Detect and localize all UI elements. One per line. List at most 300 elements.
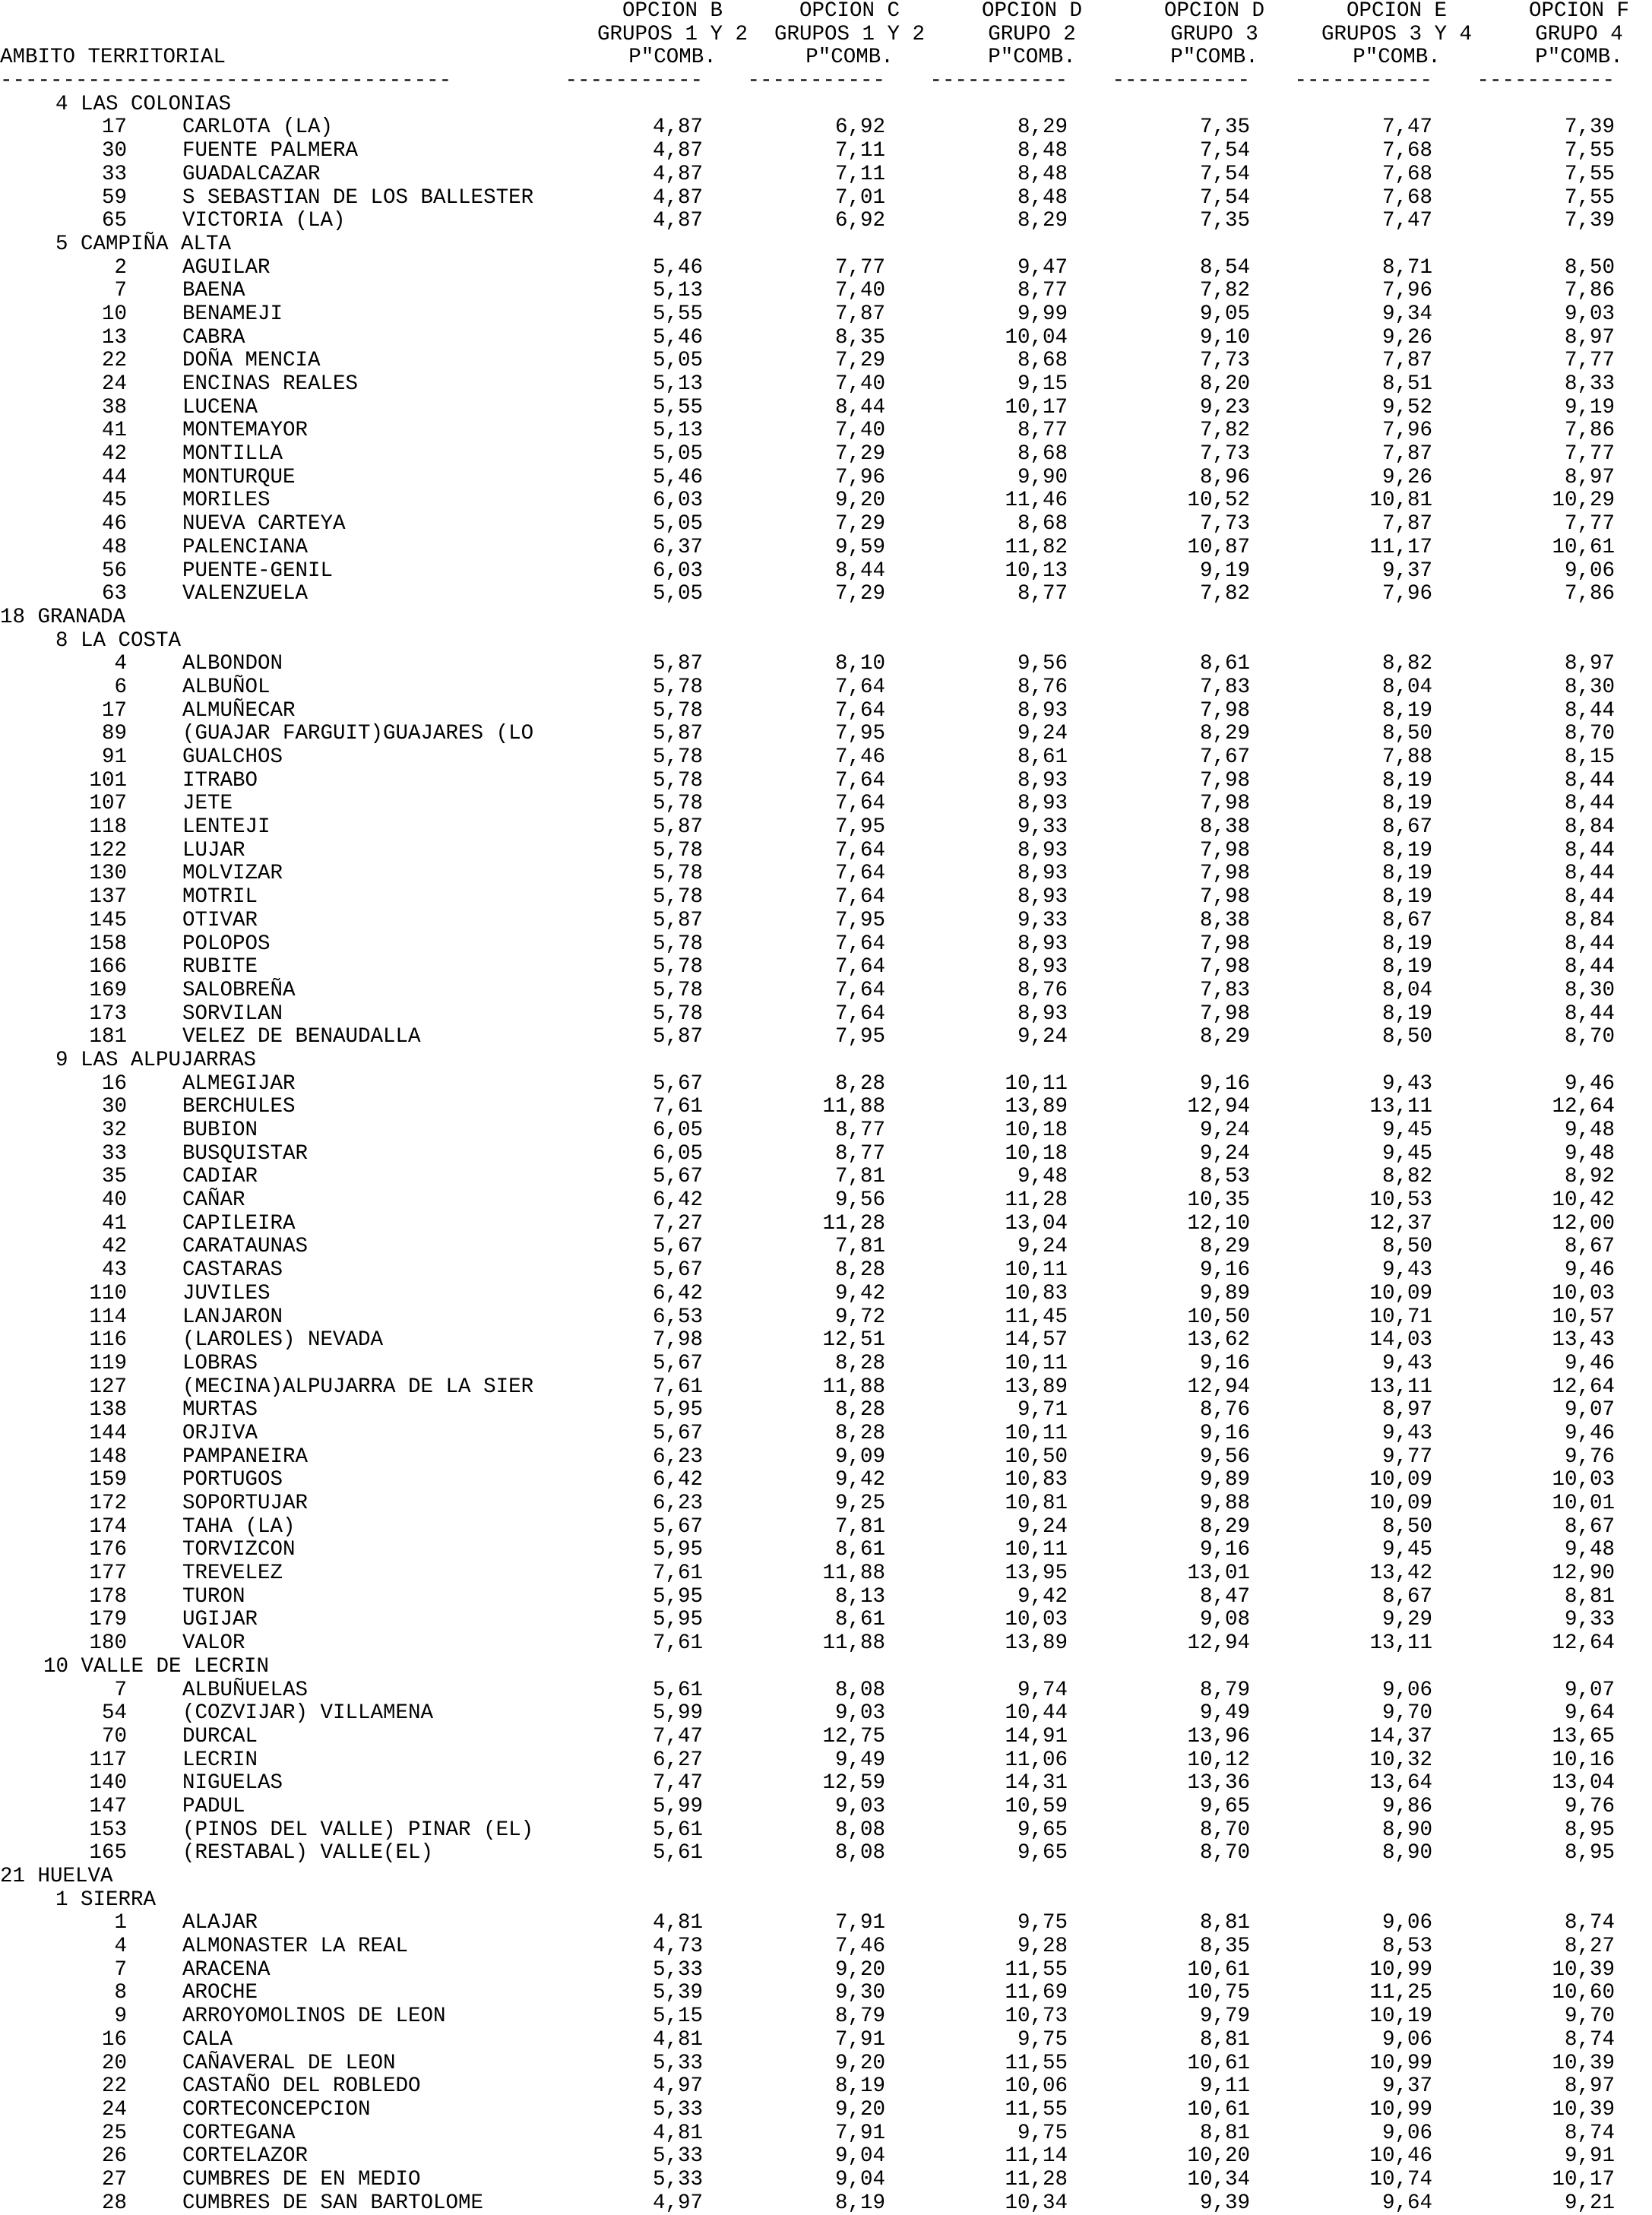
value-cell: 8,29 (1017, 115, 1068, 140)
value-cell: 5,99 (652, 1701, 703, 1726)
municipality-code: 148 (89, 1444, 127, 1469)
value-cell: 8,29 (1199, 722, 1250, 746)
municipality-code: 7 (114, 1957, 127, 1982)
value-cell: 10,81 (1369, 489, 1432, 513)
value-cell: 10,39 (1552, 2051, 1615, 2075)
value-cell: 7,77 (1564, 349, 1615, 373)
value-cell: 9,74 (1017, 1678, 1068, 1702)
value-cell: 4,87 (652, 115, 703, 140)
column-heading: P"COMB. (1353, 46, 1441, 70)
value-cell: 8,81 (1564, 1584, 1615, 1609)
value-cell: 8,76 (1017, 978, 1068, 1002)
municipality-code: 177 (89, 1562, 127, 1586)
ambito-rule: ------------------------------------ (0, 69, 452, 93)
value-cell: 5,67 (652, 1165, 703, 1189)
value-cell: 5,13 (652, 279, 703, 303)
value-cell: 10,71 (1369, 1305, 1432, 1329)
municipality-name: CABRA (182, 325, 245, 350)
value-cell: 8,29 (1017, 209, 1068, 233)
value-cell: 8,04 (1381, 675, 1432, 699)
municipality-code: 40 (101, 1188, 127, 1213)
value-cell: 10,11 (1005, 1538, 1068, 1562)
municipality-name: MORILES (182, 489, 271, 513)
value-cell: 7,98 (1199, 955, 1250, 979)
value-cell: 10,83 (1005, 1468, 1068, 1492)
district-name: 1 SIERRA (55, 1887, 157, 1912)
value-cell: 4,81 (652, 2121, 703, 2145)
municipality-code: 147 (89, 1794, 127, 1818)
value-cell: 10,83 (1005, 1281, 1068, 1305)
value-cell: 9,43 (1381, 1071, 1432, 1096)
municipality-name: ORJIVA (182, 1421, 258, 1445)
value-cell: 13,64 (1369, 1771, 1432, 1796)
value-cell: 9,91 (1564, 2144, 1615, 2169)
municipality-code: 63 (101, 582, 127, 606)
value-cell: 9,42 (834, 1281, 885, 1305)
municipality-code: 48 (101, 535, 127, 559)
value-cell: 9,46 (1564, 1421, 1615, 1445)
municipality-code: 138 (89, 1398, 127, 1422)
value-cell: 10,16 (1552, 1748, 1615, 1772)
value-cell: 7,82 (1199, 582, 1250, 606)
value-cell: 7,39 (1564, 209, 1615, 233)
municipality-code: 65 (101, 209, 127, 233)
municipality-name: CAPILEIRA (182, 1211, 296, 1236)
value-cell: 5,05 (652, 582, 703, 606)
value-cell: 5,67 (652, 1235, 703, 1259)
column-heading: OPCION E (1346, 0, 1448, 23)
value-cell: 7,46 (834, 745, 885, 769)
value-cell: 8,95 (1564, 1818, 1615, 1842)
value-cell: 10,50 (1005, 1444, 1068, 1469)
value-cell: 8,19 (1381, 838, 1432, 862)
value-cell: 8,96 (1199, 465, 1250, 489)
value-cell: 10,73 (1005, 2005, 1068, 2029)
value-cell: 8,93 (1017, 792, 1068, 816)
value-cell: 8,44 (1564, 698, 1615, 723)
municipality-name: ARACENA (182, 1957, 271, 1982)
column-heading: OPCION F (1528, 0, 1630, 23)
value-cell: 9,43 (1381, 1351, 1432, 1375)
value-cell: 5,87 (652, 815, 703, 840)
value-cell: 5,05 (652, 349, 703, 373)
value-cell: 9,46 (1564, 1351, 1615, 1375)
municipality-name: MONTEMAYOR (182, 419, 309, 443)
value-cell: 7,61 (652, 1631, 703, 1656)
municipality-code: 22 (101, 2074, 127, 2099)
value-cell: 8,53 (1199, 1165, 1250, 1189)
value-cell: 7,40 (834, 279, 885, 303)
value-cell: 7,64 (834, 792, 885, 816)
value-cell: 8,27 (1564, 1935, 1615, 1959)
value-cell: 4,81 (652, 2027, 703, 2052)
municipality-name: POLOPOS (182, 932, 271, 956)
value-cell: 9,23 (1199, 395, 1250, 419)
value-cell: 5,78 (652, 862, 703, 886)
value-cell: 4,97 (652, 2074, 703, 2099)
municipality-name: MOTRIL (182, 885, 258, 910)
value-cell: 8,54 (1199, 255, 1250, 280)
value-cell: 9,75 (1017, 2027, 1068, 2052)
value-cell: 6,23 (652, 1492, 703, 1515)
value-cell: 7,87 (1381, 349, 1432, 373)
municipality-name: ALAJAR (182, 1911, 258, 1935)
value-cell: 8,38 (1199, 815, 1250, 840)
column-rule: ----------- (565, 69, 703, 93)
value-cell: 8,70 (1199, 1818, 1250, 1842)
value-cell: 9,15 (1017, 372, 1068, 396)
value-cell: 9,65 (1199, 1794, 1250, 1818)
municipality-name: NIGUELAS (182, 1771, 283, 1796)
value-cell: 14,57 (1005, 1328, 1068, 1353)
value-cell: 9,75 (1017, 2121, 1068, 2145)
value-cell: 8,92 (1564, 1165, 1615, 1189)
municipality-code: 169 (89, 978, 127, 1002)
municipality-name: ALMEGIJAR (182, 1071, 296, 1096)
value-cell: 10,11 (1005, 1071, 1068, 1096)
value-cell: 7,64 (834, 862, 885, 886)
value-cell: 8,97 (1564, 652, 1615, 676)
value-cell: 7,91 (834, 2121, 885, 2145)
value-cell: 9,11 (1199, 2074, 1250, 2099)
value-cell: 6,27 (652, 1748, 703, 1772)
value-cell: 8,81 (1199, 2121, 1250, 2145)
value-cell: 4,87 (652, 162, 703, 186)
value-cell: 7,86 (1564, 419, 1615, 443)
value-cell: 10,13 (1005, 558, 1068, 583)
value-cell: 7,01 (834, 185, 885, 210)
value-cell: 13,04 (1552, 1771, 1615, 1796)
value-cell: 12,37 (1369, 1211, 1432, 1236)
column-heading: P"COMB. (1170, 46, 1258, 70)
value-cell: 7,98 (1199, 885, 1250, 910)
value-cell: 9,33 (1564, 1608, 1615, 1632)
municipality-name: FUENTE PALMERA (182, 139, 359, 163)
municipality-name: S SEBASTIAN DE LOS BALLESTER (182, 185, 534, 210)
value-cell: 5,87 (652, 908, 703, 932)
value-cell: 9,48 (1564, 1119, 1615, 1142)
municipality-name: LUJAR (182, 838, 245, 862)
value-cell: 7,77 (834, 255, 885, 280)
column-heading: P"COMB. (805, 46, 894, 70)
value-cell: 4,97 (652, 2191, 703, 2215)
province-name: 18 GRANADA (0, 605, 126, 629)
value-cell: 8,74 (1564, 2027, 1615, 2052)
value-cell: 8,76 (1199, 1398, 1250, 1422)
value-cell: 11,55 (1005, 2097, 1068, 2122)
value-cell: 8,44 (1564, 885, 1615, 910)
value-cell: 9,90 (1017, 465, 1068, 489)
value-cell: 11,88 (822, 1095, 885, 1119)
value-cell: 8,61 (1017, 745, 1068, 769)
value-cell: 10,09 (1369, 1468, 1432, 1492)
municipality-name: VALOR (182, 1631, 245, 1656)
municipality-code: 117 (89, 1748, 127, 1772)
value-cell: 8,33 (1564, 372, 1615, 396)
value-cell: 9,49 (1199, 1701, 1250, 1726)
municipality-code: 107 (89, 792, 127, 816)
municipality-name: CUMBRES DE SAN BARTOLOME (182, 2191, 484, 2215)
value-cell: 8,67 (1381, 815, 1432, 840)
value-cell: 12,51 (822, 1328, 885, 1353)
municipality-code: 9 (114, 2005, 127, 2029)
municipality-code: 32 (101, 1119, 127, 1142)
value-cell: 9,04 (834, 2167, 885, 2191)
value-cell: 13,04 (1005, 1211, 1068, 1236)
value-cell: 9,65 (1017, 1841, 1068, 1865)
value-cell: 7,54 (1199, 139, 1250, 163)
value-cell: 6,05 (652, 1141, 703, 1166)
value-cell: 9,48 (1017, 1165, 1068, 1189)
value-cell: 9,43 (1381, 1258, 1432, 1283)
value-cell: 8,77 (1017, 279, 1068, 303)
value-cell: 7,64 (834, 768, 885, 793)
value-cell: 9,10 (1199, 325, 1250, 350)
column-heading: GRUPOS 1 Y 2 (597, 22, 748, 46)
value-cell: 9,20 (834, 2051, 885, 2075)
municipality-code: 127 (89, 1375, 127, 1399)
value-cell: 9,26 (1381, 325, 1432, 350)
municipality-code: 118 (89, 815, 127, 840)
value-cell: 5,99 (652, 1794, 703, 1818)
value-cell: 9,24 (1017, 1235, 1068, 1259)
value-cell: 9,03 (1564, 302, 1615, 326)
value-cell: 9,06 (1381, 1911, 1432, 1935)
value-cell: 7,54 (1199, 185, 1250, 210)
value-cell: 8,19 (1381, 932, 1432, 956)
municipality-name: PORTUGOS (182, 1468, 283, 1492)
value-cell: 9,33 (1017, 815, 1068, 840)
municipality-code: 59 (101, 185, 127, 210)
value-cell: 10,11 (1005, 1351, 1068, 1375)
value-cell: 7,96 (1381, 279, 1432, 303)
value-cell: 10,18 (1005, 1119, 1068, 1142)
column-heading: OPCION D (1163, 0, 1265, 23)
value-cell: 7,98 (1199, 792, 1250, 816)
municipality-name: CASTARAS (182, 1258, 283, 1283)
value-cell: 8,20 (1199, 372, 1250, 396)
value-cell: 8,28 (834, 1398, 885, 1422)
value-cell: 9,43 (1381, 1421, 1432, 1445)
value-cell: 9,77 (1381, 1444, 1432, 1469)
value-cell: 8,67 (1381, 1584, 1432, 1609)
municipality-code: 16 (101, 1071, 127, 1096)
value-cell: 5,15 (652, 2005, 703, 2029)
value-cell: 10,42 (1552, 1188, 1615, 1213)
value-cell: 9,70 (1381, 1701, 1432, 1726)
value-cell: 5,67 (652, 1351, 703, 1375)
value-cell: 7,47 (652, 1771, 703, 1796)
value-cell: 7,98 (1199, 838, 1250, 862)
value-cell: 7,98 (1199, 698, 1250, 723)
value-cell: 12,94 (1187, 1095, 1250, 1119)
value-cell: 9,46 (1564, 1258, 1615, 1283)
municipality-name: CADIAR (182, 1165, 258, 1189)
value-cell: 10,04 (1005, 325, 1068, 350)
value-cell: 9,75 (1017, 1911, 1068, 1935)
municipality-code: 54 (101, 1701, 127, 1726)
value-cell: 9,19 (1199, 558, 1250, 583)
value-cell: 7,98 (1199, 862, 1250, 886)
value-cell: 8,67 (1381, 908, 1432, 932)
value-cell: 10,11 (1005, 1258, 1068, 1283)
municipality-name: NUEVA CARTEYA (182, 512, 346, 536)
value-cell: 7,40 (834, 372, 885, 396)
value-cell: 13,65 (1552, 1724, 1615, 1748)
value-cell: 8,30 (1564, 675, 1615, 699)
value-cell: 11,28 (822, 1211, 885, 1236)
value-cell: 11,25 (1369, 1981, 1432, 2005)
value-cell: 7,40 (834, 419, 885, 443)
value-cell: 8,74 (1564, 1911, 1615, 1935)
value-cell: 9,06 (1381, 2121, 1432, 2145)
column-heading: GRUPO 4 (1535, 22, 1623, 46)
value-cell: 9,28 (1017, 1935, 1068, 1959)
value-cell: 9,72 (834, 1305, 885, 1329)
value-cell: 8,51 (1381, 372, 1432, 396)
municipality-name: BUSQUISTAR (182, 1141, 309, 1166)
municipality-name: CALA (182, 2027, 233, 2052)
municipality-code: 110 (89, 1281, 127, 1305)
value-cell: 9,20 (834, 2097, 885, 2122)
municipality-code: 116 (89, 1328, 127, 1353)
municipality-code: 122 (89, 838, 127, 862)
value-cell: 5,33 (652, 1957, 703, 1982)
value-cell: 10,09 (1369, 1281, 1432, 1305)
column-heading: OPCION C (799, 0, 900, 23)
value-cell: 5,78 (652, 885, 703, 910)
value-cell: 10,61 (1187, 1957, 1250, 1982)
value-cell: 9,56 (1199, 1444, 1250, 1469)
municipality-code: 17 (101, 115, 127, 140)
value-cell: 10,03 (1552, 1468, 1615, 1492)
value-cell: 8,68 (1017, 349, 1068, 373)
municipality-name: LUCENA (182, 395, 258, 419)
value-cell: 8,97 (1381, 1398, 1432, 1422)
value-cell: 6,37 (652, 535, 703, 559)
value-cell: 9,09 (834, 1444, 885, 1469)
municipality-name: OTIVAR (182, 908, 258, 932)
value-cell: 7,98 (652, 1328, 703, 1353)
municipality-code: 30 (101, 1095, 127, 1119)
value-cell: 11,28 (1005, 1188, 1068, 1213)
municipality-name: ALBUÑOL (182, 675, 271, 699)
value-cell: 12,00 (1552, 1211, 1615, 1236)
municipality-name: SOPORTUJAR (182, 1492, 309, 1515)
municipality-name: VALENZUELA (182, 582, 309, 606)
value-cell: 7,29 (834, 512, 885, 536)
municipality-code: 130 (89, 862, 127, 886)
value-cell: 7,86 (1564, 582, 1615, 606)
value-cell: 10,34 (1005, 2191, 1068, 2215)
column-heading: OPCION D (981, 0, 1083, 23)
value-cell: 5,78 (652, 932, 703, 956)
value-cell: 7,91 (834, 2027, 885, 2052)
value-cell: 10,03 (1552, 1281, 1615, 1305)
value-cell: 8,29 (1199, 1025, 1250, 1049)
value-cell: 9,25 (834, 1492, 885, 1515)
value-cell: 7,83 (1199, 675, 1250, 699)
value-cell: 7,81 (834, 1235, 885, 1259)
value-cell: 11,28 (1005, 2167, 1068, 2191)
value-cell: 8,28 (834, 1421, 885, 1445)
value-cell: 11,46 (1005, 489, 1068, 513)
value-cell: 7,29 (834, 582, 885, 606)
value-cell: 10,06 (1005, 2074, 1068, 2099)
value-cell: 8,97 (1564, 465, 1615, 489)
value-cell: 4,81 (652, 1911, 703, 1935)
value-cell: 5,05 (652, 512, 703, 536)
value-cell: 8,81 (1199, 2027, 1250, 2052)
value-cell: 7,86 (1564, 279, 1615, 303)
value-cell: 13,36 (1187, 1771, 1250, 1796)
value-cell: 7,98 (1199, 1001, 1250, 1026)
municipality-code: 42 (101, 1235, 127, 1259)
value-cell: 7,98 (1199, 932, 1250, 956)
value-cell: 5,78 (652, 745, 703, 769)
value-cell: 7,95 (834, 815, 885, 840)
value-cell: 9,06 (1564, 558, 1615, 583)
value-cell: 9,42 (1017, 1584, 1068, 1609)
value-cell: 9,07 (1564, 1678, 1615, 1702)
value-cell: 7,29 (834, 349, 885, 373)
value-cell: 8,82 (1381, 652, 1432, 676)
value-cell: 7,35 (1199, 209, 1250, 233)
value-cell: 7,87 (1381, 512, 1432, 536)
value-cell: 13,42 (1369, 1562, 1432, 1586)
value-cell: 12,64 (1552, 1631, 1615, 1656)
municipality-code: 176 (89, 1538, 127, 1562)
municipality-code: 46 (101, 512, 127, 536)
value-cell: 7,67 (1199, 745, 1250, 769)
municipality-code: 137 (89, 885, 127, 910)
value-cell: 11,88 (822, 1562, 885, 1586)
value-cell: 8,90 (1381, 1818, 1432, 1842)
value-cell: 7,27 (652, 1211, 703, 1236)
municipality-code: 26 (101, 2144, 127, 2169)
value-cell: 12,59 (822, 1771, 885, 1796)
value-cell: 8,93 (1017, 955, 1068, 979)
value-cell: 6,42 (652, 1281, 703, 1305)
value-cell: 13,89 (1005, 1375, 1068, 1399)
value-cell: 5,55 (652, 395, 703, 419)
municipality-code: 20 (101, 2051, 127, 2075)
value-cell: 9,64 (1564, 1701, 1615, 1726)
value-cell: 5,78 (652, 698, 703, 723)
value-cell: 10,87 (1187, 535, 1250, 559)
value-cell: 5,95 (652, 1584, 703, 1609)
municipality-name: ALMONASTER LA REAL (182, 1935, 409, 1959)
municipality-code: 1 (114, 1911, 127, 1935)
value-cell: 8,10 (834, 652, 885, 676)
municipality-name: CARLOTA (LA) (182, 115, 334, 140)
value-cell: 7,95 (834, 1025, 885, 1049)
value-cell: 5,87 (652, 722, 703, 746)
value-cell: 8,19 (834, 2074, 885, 2099)
value-cell: 13,95 (1005, 1562, 1068, 1586)
value-cell: 8,35 (1199, 1935, 1250, 1959)
value-cell: 8,68 (1017, 442, 1068, 467)
value-cell: 7,77 (1564, 442, 1615, 467)
value-cell: 8,19 (1381, 792, 1432, 816)
municipality-name: AGUILAR (182, 255, 271, 280)
value-cell: 5,05 (652, 442, 703, 467)
value-cell: 11,14 (1005, 2144, 1068, 2169)
value-cell: 8,93 (1017, 862, 1068, 886)
value-cell: 13,11 (1369, 1095, 1432, 1119)
value-cell: 5,67 (652, 1071, 703, 1096)
value-cell: 14,31 (1005, 1771, 1068, 1796)
